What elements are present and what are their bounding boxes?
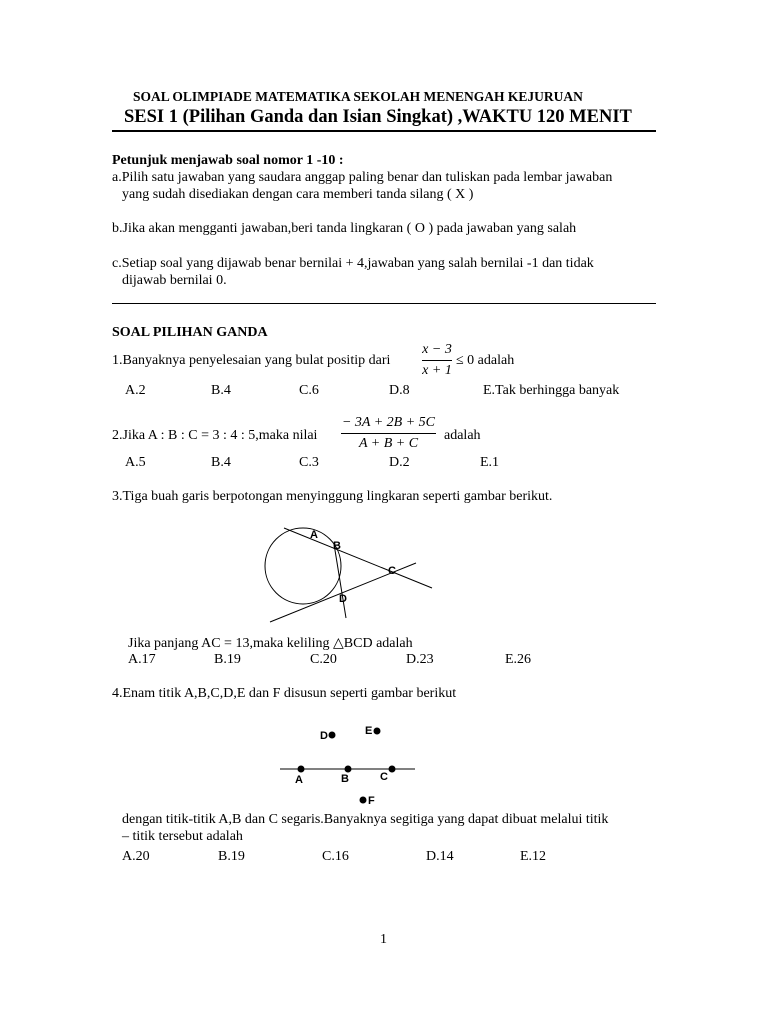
instruction-c-line2: dijawab bernilai 0. [122, 273, 227, 288]
q4-subquestion-line1: dengan titik-titik A,B dan C segaris.Banyaknya segitiga yang dapat dibuat melalui titik [122, 812, 609, 827]
q2-fraction-numerator: − 3A + 2B + 5C [341, 415, 436, 430]
q2-option-c: C.3 [299, 455, 319, 470]
q2-fraction [341, 414, 436, 453]
q3-label-d: D [339, 593, 347, 605]
q3-option-e: E.26 [505, 652, 532, 667]
q4-text: 4.Enam titik A,B,C,D,E dan F disusun seperti gambar berikut [112, 686, 457, 701]
q3-tangent-figure [260, 518, 450, 628]
q3-option-d: D.23 [406, 652, 434, 667]
q4-point-c [389, 766, 396, 773]
instruction-c-line1: c.Setiap soal yang dijawab benar bernilai + 4,jawaban yang salah bernilai -1 dan tidak [112, 256, 594, 271]
q2-fraction-denominator: A + B + C [358, 436, 419, 451]
q1-fraction-numerator: x − 3 [422, 342, 452, 357]
q1-option-b: B.4 [211, 383, 231, 398]
q3-label-b: B [333, 540, 341, 552]
q1-tail: ≤ 0 adalah [456, 353, 515, 368]
q2-option-a: A.5 [125, 455, 146, 470]
q4-label-a: A [295, 774, 303, 786]
q3-line-bd [334, 544, 346, 618]
q3-text: 3.Tiga buah garis berpotongan menyinggung lingkaran seperti gambar berikut. [112, 489, 553, 504]
q4-option-a: A.20 [122, 849, 150, 864]
q1-option-c: C.6 [299, 383, 319, 398]
q1-text: 1.Banyaknya penyelesaian yang bulat positip dari [112, 353, 391, 368]
q4-subquestion-line2: – titik tersebut adalah [122, 829, 243, 844]
q3-label-c: C [388, 565, 396, 577]
q3-option-c: C.20 [310, 652, 337, 667]
q3-label-a: A [310, 529, 318, 541]
q4-points-figure [270, 718, 430, 813]
q2-fraction-bar [341, 433, 436, 434]
q4-label-b: B [341, 773, 349, 785]
page-number: 1 [380, 932, 387, 947]
q2-option-b: B.4 [211, 455, 231, 470]
q1-option-d: D.8 [389, 383, 410, 398]
q3-line-ac [284, 528, 432, 588]
q4-label-e: E [365, 725, 373, 737]
instructions-rule [112, 303, 656, 304]
q1-option-a: A.2 [125, 383, 146, 398]
instruction-b: b.Jika akan mengganti jawaban,beri tanda lingkaran ( O ) pada jawaban yang salah [112, 221, 577, 236]
q4-option-c: C.16 [322, 849, 349, 864]
q4-option-e: E.12 [520, 849, 547, 864]
q4-option-b: B.19 [218, 849, 245, 864]
session-title: SESI 1 (Pilihan Ganda dan Isian Singkat) ,WAKTU 120 MENIT [124, 107, 632, 127]
q1-option-e: E.Tak berhingga banyak [483, 383, 620, 398]
q3-option-b: B.19 [214, 652, 241, 667]
instructions-heading: Petunjuk menjawab soal nomor 1 -10 : [112, 153, 344, 168]
q1-fraction-denominator: x + 1 [422, 363, 452, 378]
q1-fraction [422, 341, 452, 380]
q4-point-b [345, 766, 352, 773]
instruction-a-line2: yang sudah disediakan dengan cara memberi tanda silang ( X ) [122, 187, 474, 202]
q2-option-d: D.2 [389, 455, 410, 470]
q4-option-d: D.14 [426, 849, 454, 864]
section-title: SOAL PILIHAN GANDA [112, 325, 268, 340]
q4-label-f: F [368, 795, 375, 807]
q3-subquestion: Jika panjang AC = 13,maka keliling △BCD adalah [128, 636, 413, 651]
q2-tail: adalah [444, 428, 481, 443]
q4-label-c: C [380, 771, 388, 783]
q3-circle [265, 528, 341, 604]
q2-text: 2.Jika A : B : C = 3 : 4 : 5,maka nilai [112, 428, 318, 443]
q4-point-f [360, 797, 367, 804]
exam-title: SOAL OLIMPIADE MATEMATIKA SEKOLAH MENENGAH KEJURUAN [133, 89, 583, 104]
q3-option-a: A.17 [128, 652, 156, 667]
q4-label-d: D [320, 730, 328, 742]
q4-point-a [298, 766, 305, 773]
q2-option-e: E.1 [480, 455, 500, 470]
header-rule [112, 130, 656, 132]
instruction-a-line1: a.Pilih satu jawaban yang saudara anggap paling benar dan tuliskan pada lembar jawaban [112, 170, 613, 185]
q4-point-e [374, 728, 381, 735]
q1-fraction-bar [422, 360, 452, 361]
q4-point-d [329, 732, 336, 739]
